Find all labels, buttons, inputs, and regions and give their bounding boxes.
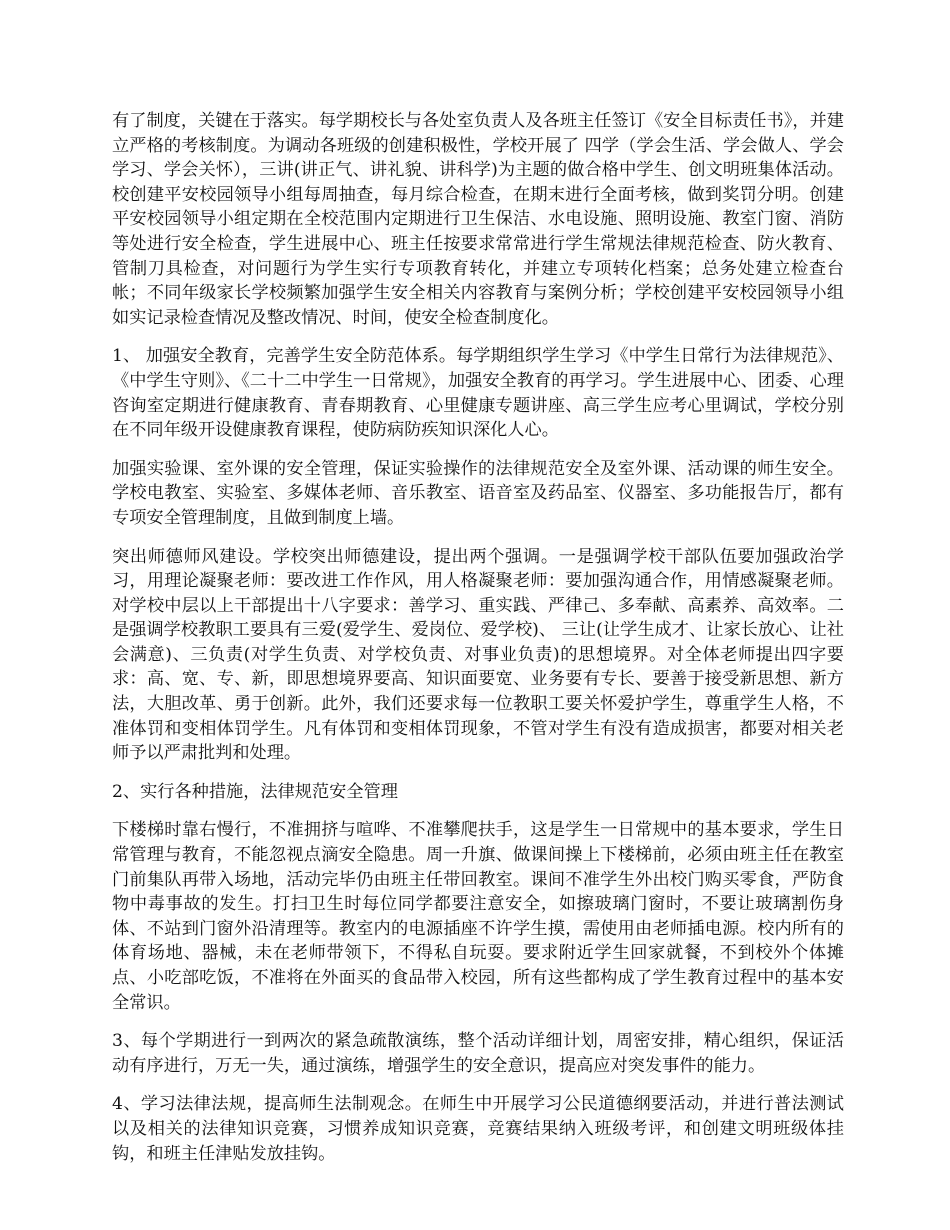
document-page (112, 109, 844, 1180)
paragraph-daily-rules: 下楼梯时靠右慢行，不准拥挤与喧哗、不准攀爬扶手，这是学生一日常规中的基本要求，学生日常管理与教育，不能忽视点滴安全隐患。周一升旗、做课间操上下楼梯前，必须由班主任在教室门前集队再带入场地，活动完毕仍由班主任带回教室。课间不准学生外出校门购买零食，严防食物中毒事故的发生。打扫卫生时每位同学都要注意安全，如擦玻璃门窗时，不要让玻璃割伤身体、不站到门窗外沿清理等。教室内的电源插座不许学生摸，需使用由老师插电源。校内所有的体育场地、器械，未在老师带领下，不得私自玩耍。要求附近学生回家就餐，不到校外个体摊点、小吃部吃饭，不准将在外面买的食品带入校园，所有这些都构成了学生教育过程中的基本安全常识。 (112, 820, 844, 1013)
section-heading-measures: 2、实行各种措施，法律规范安全管理 (112, 781, 398, 802)
paragraph-lab-safety: 加强实验课、室外课的安全管理，保证实验操作的法律规范安全及室外课、活动课的师生安全。学校电教室、实验室、多媒体老师、音乐教室、语音室及药品室、仪器室、多功能报告厅，都有专项安全管理制度，且做到制度上墙。 (112, 458, 844, 528)
paragraph-teacher-ethics: 突出师德师风建设。学校突出师德建设，提出两个强调。一是强调学校干部队伍要加强政治学习，用理论凝聚老师：要改进工作作风，用人格凝聚老师：要加强沟通合作，用情感凝聚老师。对学校中层以上干部提出十八字要求：善学习、重实践、严律己、多奉献、高素养、高效率。二是强调学校教职工要具有三爱(爱学生、爱岗位、爱学校)、 三让(让学生成才、让家长放心、让社会满意)、三负责(对学生负责、对学校负责、对事业负责)的思想境界。对全体老师提出四字要求：高、宽、专、新，即思想境界要高、知识面要宽、业务要有专长、要善于接受新思想、新方法，大胆改革、勇于创新。此外，我们还要求每一位教职工要关怀爱护学生，尊重学生人格，不准体罚和变相体罚学生。凡有体罚和变相体罚现象，不管对学生有没有造成损害，都要对相关老师予以严肃批判和处理。 (112, 546, 844, 764)
paragraph-evacuation-drill: 3、每个学期进行一到两次的紧急疏散演练，整个活动详细计划，周密安排，精心组织，保证活动有序进行，万无一失，通过演练，增强学生的安全意识，提高应对突发事件的能力。 (112, 1031, 844, 1076)
paragraph-legal-education: 4、学习法律法规，提高师生法制观念。在师生中开展学习公民道德纲要活动，并进行普法测试以及相关的法律知识竞赛，习惯养成知识竞赛，竞赛结果纳入班级考评，和创建文明班级体挂钩，和班主任津贴发放挂钩。 (112, 1094, 844, 1164)
paragraph-safety-education: 1、 加强安全教育，完善学生安全防范体系。每学期组织学生学习《中学生日常行为法律规范》、《中学生守则》、《二十二中学生一日常规》，加强安全教育的再学习。学生进展中心、团委、心理咨询室定期进行健康教育、青春期教育、心里健康专题讲座、高三学生应考心里调试，学校分别在不同年级开设健康教育课程，使防病防疾知识深化人心。 (112, 346, 844, 441)
paragraph-system-implementation: 有了制度，关键在于落实。每学期校长与各处室负责人及各班主任签订《安全目标责任书》，并建立严格的考核制度。为调动各班级的创建积极性，学校开展了 四学（学会生活、学会做人、学会学习、学会关怀），三讲(讲正气、讲礼貌、讲科学)为主题的做合格中学生、创文明班集体活动。校创建平安校园领导小组每周抽查，每月综合检查，在期末进行全面考核，做到奖罚分明。创建平安校园领导小组定期在全校范围内定期进行卫生保洁、水电设施、照明设施、教室门窗、消防等处进行安全检查，学生进展中心、班主任按要求常常进行学生常规法律规范检查、防火教育、管制刀具检查，对问题行为学生实行专项教育转化，并建立专项转化档案；总务处建立检查台帐；不同年级家长学校频繁加强学生安全相关内容教育与案例分析；学校创建平安校园领导小组如实记录检查情况及整改情况、时间，使安全检查制度化。 (112, 111, 844, 328)
